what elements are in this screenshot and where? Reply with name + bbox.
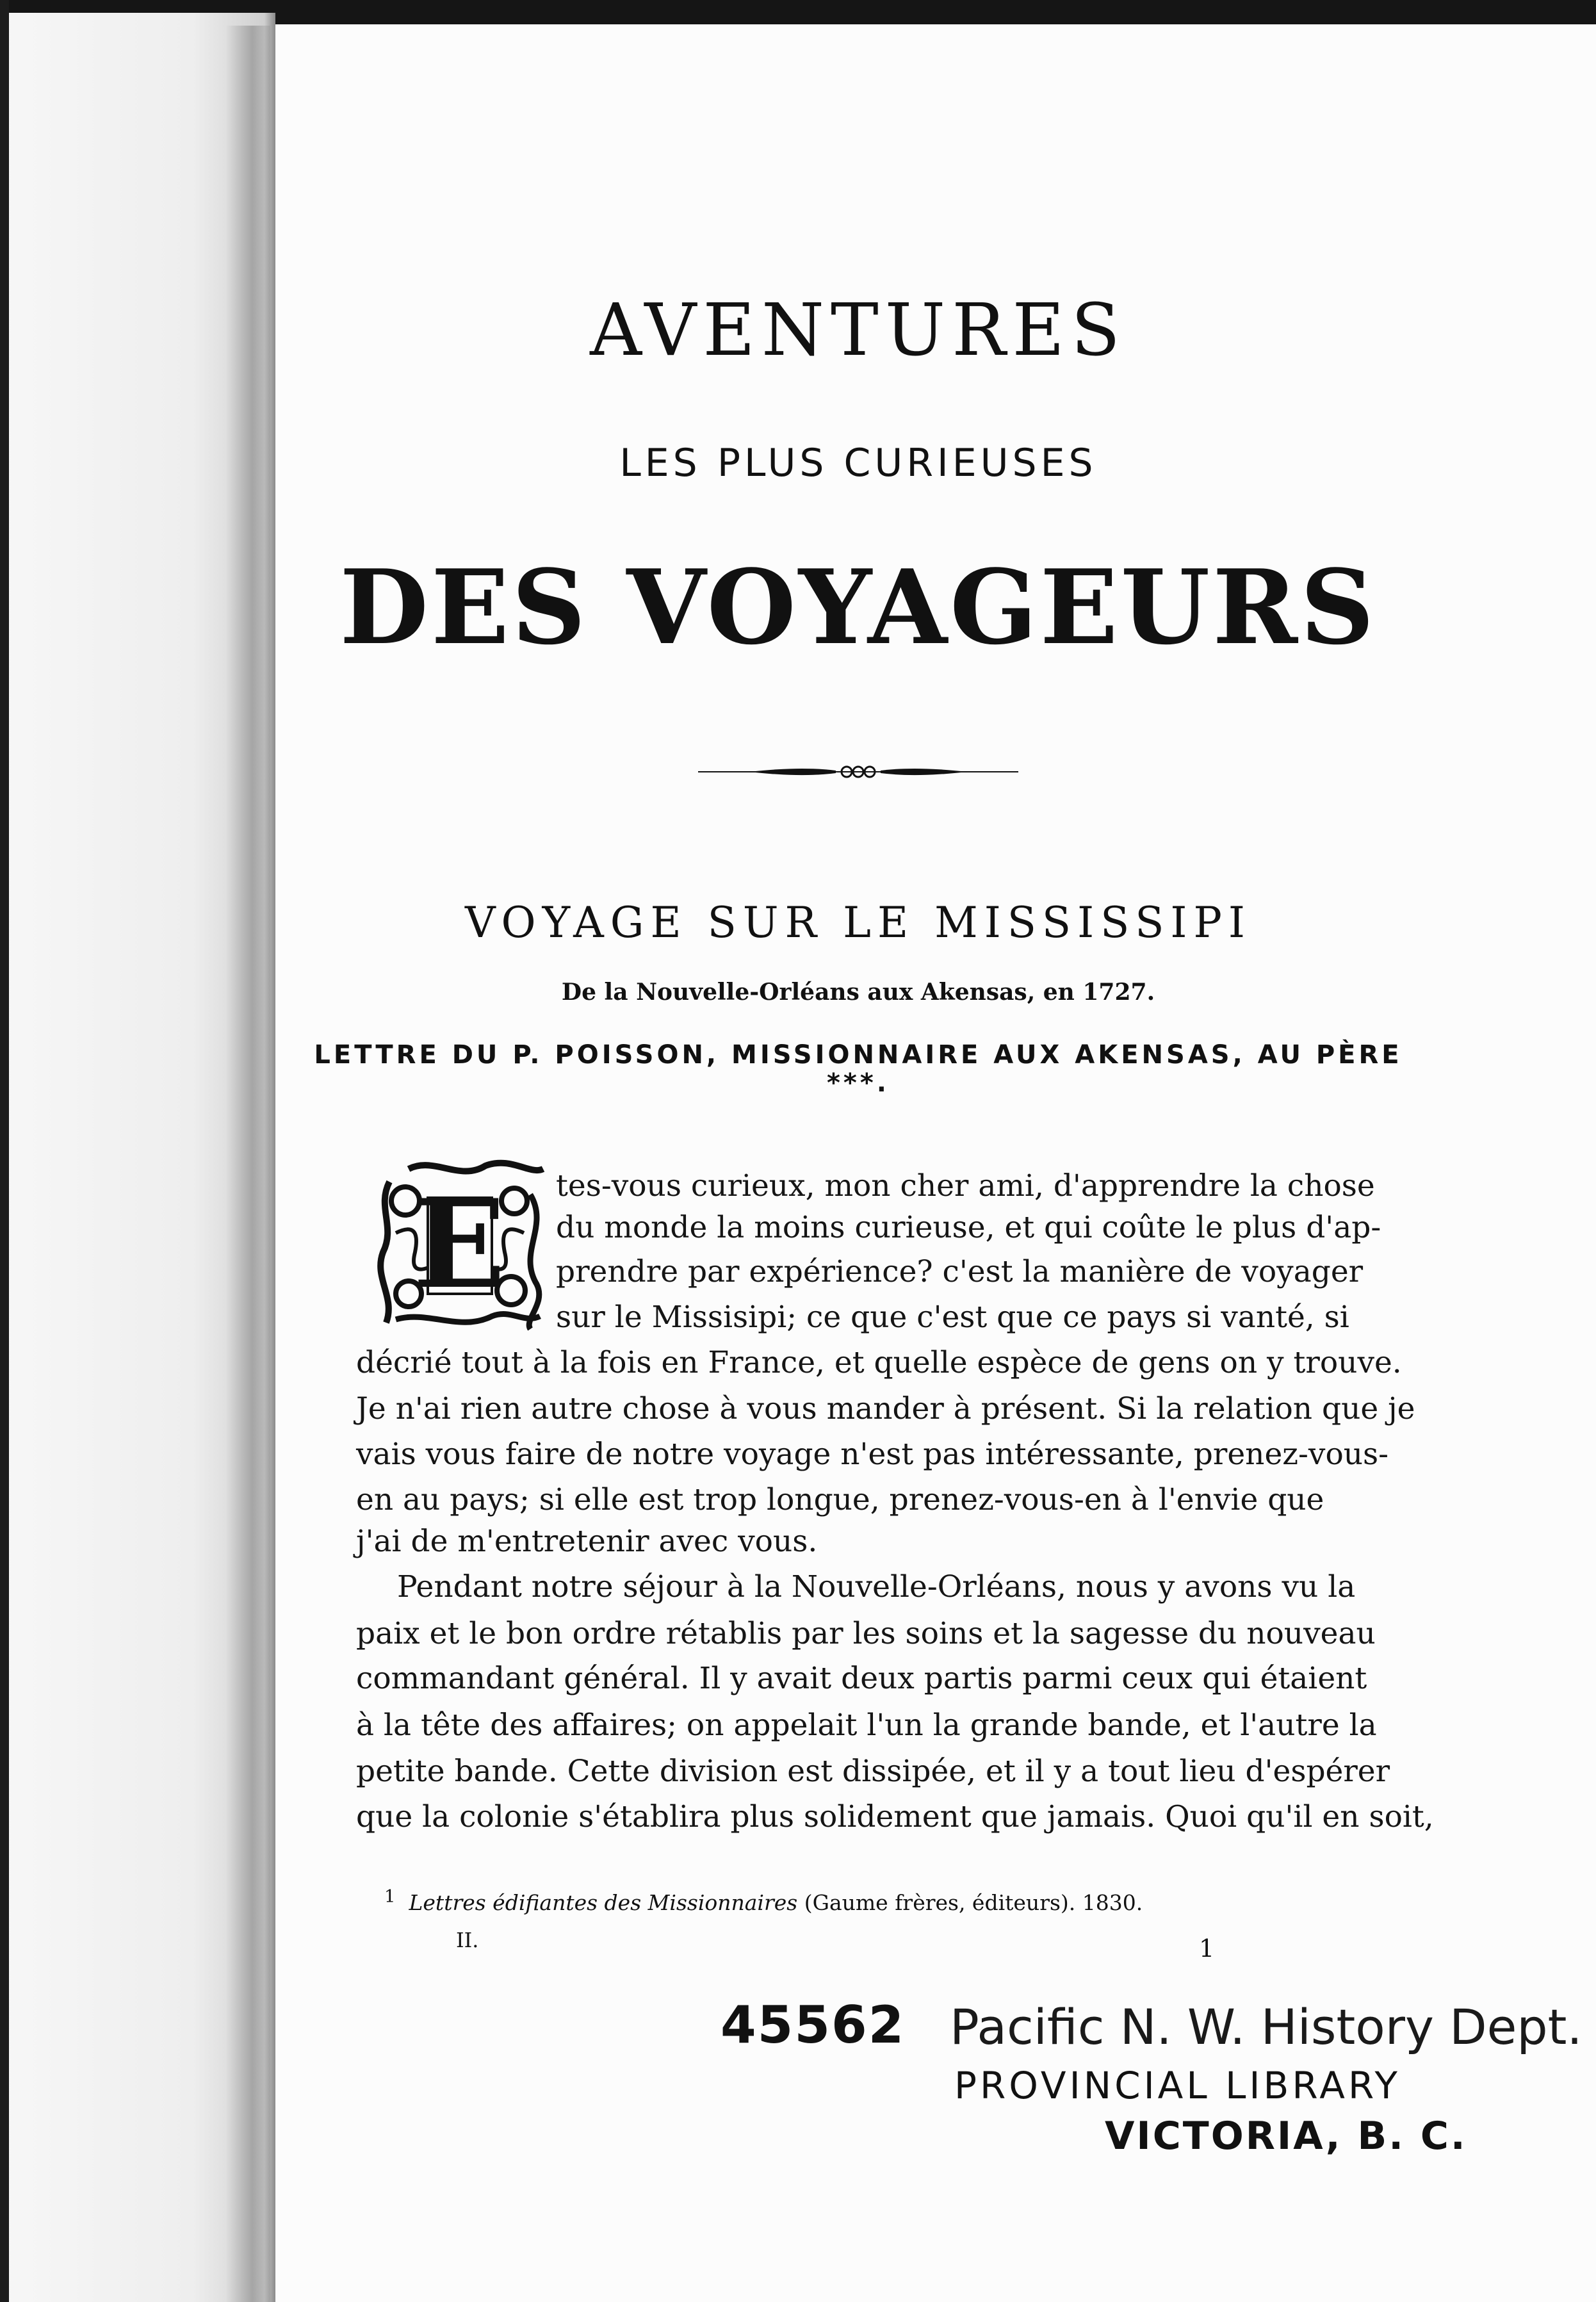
gutter-shadow [225, 26, 270, 2302]
footnote [384, 1886, 1143, 1915]
section-subtitle: De la Nouvelle-Orléans aux Akensas, en 1727. [561, 979, 1155, 1006]
footnote-publisher: (Gaume frères, éditeurs). 1830. [797, 1890, 1143, 1915]
body-line-10: Pendant notre séjour à la Nouvelle-Orléans, nous y avons vu la [397, 1569, 1356, 1604]
body-line-6: Je n'ai rien autre chose à vous mander à présent. Si la relation que je [356, 1391, 1415, 1426]
footnote-title: Lettres édifiantes des Missionnaires [409, 1890, 798, 1915]
body-line-13: à la tête des affaires; on appelait l'un la grande bande, et l'autre la [356, 1708, 1377, 1743]
signature-mark: II. [456, 1928, 479, 1952]
ornament-divider [698, 762, 1018, 781]
body-line-4: sur le Missisipi; ce que c'est que ce pays si vanté, si [556, 1300, 1349, 1335]
body-line-9: j'ai de m'entretenir avec vous. [356, 1524, 818, 1559]
body-line-8: en au pays; si elle est trop longue, prenez-vous-en à l'envie que [356, 1482, 1324, 1517]
body-line-3: prendre par expérience? c'est la manière de voyager [556, 1254, 1364, 1289]
body-line-15: que la colonie s'établira plus solidement que jamais. Quoi qu'il en soit, [356, 1799, 1434, 1834]
body-line-11: paix et le bon ordre rétablis par les soins et la sagesse du nouveau [356, 1616, 1376, 1651]
section-title: VOYAGE SUR LE MISSISSIPI [465, 898, 1251, 947]
body-line-1: tes-vous curieux, mon cher ami, d'apprendre la chose [556, 1168, 1375, 1204]
title-line-3: DES VOYAGEURS [339, 547, 1377, 667]
accession-number: 45562 [721, 1995, 906, 2055]
scan-left-edge [0, 0, 9, 2302]
signature-number: 1 [1199, 1934, 1215, 1963]
library-stamp-name: PROVINCIAL LIBRARY [954, 2064, 1401, 2107]
library-stamp-city: VICTORIA, B. C. [1105, 2114, 1467, 2159]
body-line-14: petite bande. Cette division est dissipée, et il y a tout lieu d'espérer [356, 1754, 1390, 1789]
title-line-1: AVENTURES [590, 289, 1127, 372]
footnote-marker: 1 [384, 1886, 396, 1907]
body-line-5: décrié tout à la fois en France, et quelle espèce de gens on y trouve. [356, 1345, 1402, 1380]
body-line-2: du monde la moins curieuse, et qui coûte le plus d'ap- [556, 1210, 1381, 1245]
body-line-12: commandant général. Il y avait deux partis parmi ceux qui étaient [356, 1661, 1367, 1696]
dropcap-ornament [370, 1156, 548, 1333]
letter-heading: LETTRE DU P. POISSON, MISSIONNAIRE AUX AKENSAS, AU PÈRE ***. [314, 1040, 1403, 1098]
title-line-2: LES PLUS CURIEUSES [619, 441, 1097, 486]
dropcap-letter: E [412, 1173, 506, 1316]
library-stamp-dept: Pacific N. W. History Dept. [950, 1998, 1583, 2055]
body-line-7: vais vous faire de notre voyage n'est pas intéressante, prenez-vous- [356, 1437, 1389, 1472]
